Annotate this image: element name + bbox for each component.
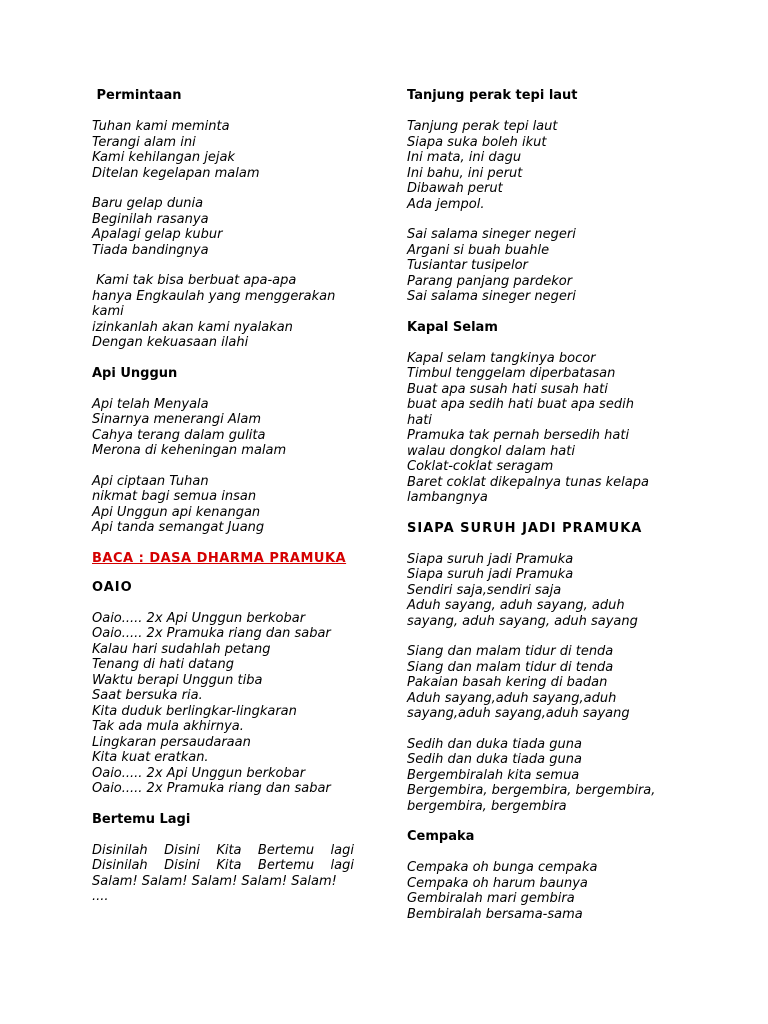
song-tanjung-perak <box>407 88 675 305</box>
song-siapa-suruh <box>407 521 675 815</box>
lyric-line: Sai salama sineger negeri <box>407 289 576 304</box>
lyric-line: Api telah Menyala <box>92 396 209 412</box>
lyric-line: Sai salama sineger negeri <box>407 227 576 242</box>
lyric-line: bergembira, bergembira <box>407 798 567 814</box>
lyric-line: buat apa sedih hati buat apa sedih <box>407 397 634 412</box>
lyric-line: Siapa suruh jadi Pramuka <box>407 551 574 567</box>
lyric-line: Siang dan malam tidur di tenda <box>407 644 614 659</box>
lyric-line: nikmat bagi semua insan <box>92 489 257 504</box>
stanza <box>407 860 675 922</box>
lyric-line: Lingkaran persaudaraan <box>92 734 251 750</box>
song-title: Kapal Selam <box>407 319 498 335</box>
lyric-line: Aduh sayang,aduh sayang,aduh <box>407 690 617 706</box>
lyric-line: Oaio..... 2x Pramuka riang dan sabar <box>92 626 331 641</box>
stanza <box>407 644 675 722</box>
lyric-line: Bergembiralah kita semua <box>407 767 580 783</box>
lyric-line: Baru gelap dunia <box>92 196 204 211</box>
lyric-line: Timbul tenggelam diperbatasan <box>407 366 616 381</box>
lyric-line: hanya Engkaulah yang menggerakan <box>92 288 336 304</box>
lyric-line: Api ciptaan Tuhan <box>92 473 209 489</box>
lyric-line: Merona di keheningan malam <box>92 443 287 458</box>
song-cempaka <box>407 829 675 922</box>
lyric-line: Cempaka oh bunga cempaka <box>407 860 598 875</box>
lyric-line: Argani si buah buahle <box>407 242 550 258</box>
stanza <box>92 119 354 181</box>
lyric-line: Apalagi gelap kubur <box>92 227 223 242</box>
song-permintaan <box>92 88 354 351</box>
lyric-line: Siapa suka boleh ikut <box>407 134 547 150</box>
stanza <box>407 552 675 630</box>
stanza <box>92 273 354 351</box>
lyric-line: Tusiantar tusipelor <box>407 258 528 273</box>
lyric-line: Kita kuat eratkan. <box>92 750 209 765</box>
lyric-line: Sedih dan duka tiada guna <box>407 752 582 767</box>
lyric-line: Disinilah Disini Kita Bertemu lagi <box>92 842 354 858</box>
lyric-line: walau dongkol dalam hati <box>407 443 575 459</box>
lyric-line: Ini mata, ini dagu <box>407 150 522 165</box>
lyric-line: Kami tak bisa berbuat apa-apa <box>92 273 297 288</box>
stanza <box>407 119 675 212</box>
lyric-line: Bergembira, bergembira, bergembira, <box>407 783 656 798</box>
lyric-line: Oaio..... 2x Api Unggun berkobar <box>92 610 306 626</box>
stanza <box>407 737 675 815</box>
lyric-line: Ini bahu, ini perut <box>407 165 523 181</box>
lyric-line: Siapa suruh jadi Pramuka <box>407 567 574 582</box>
lyric-line: Sinarnya menerangi Alam <box>92 412 262 427</box>
lyric-line: Gembiralah mari gembira <box>407 891 575 906</box>
lyric-line: Dibawah perut <box>407 181 503 196</box>
song-title: Cempaka <box>407 829 475 844</box>
lyric-line: Oaio..... 2x Pramuka riang dan sabar <box>92 781 331 796</box>
song-title: Permintaan <box>92 88 182 103</box>
lyric-line: Salam! Salam! Salam! Salam! Salam! <box>92 873 337 889</box>
stanza <box>92 474 354 536</box>
song-title: Bertemu Lagi <box>92 811 191 827</box>
stanza <box>92 611 354 797</box>
lyric-line: Dengan kekuasaan ilahi <box>92 335 249 350</box>
stanza <box>407 351 675 506</box>
lyric-line: Ditelan kegelapan malam <box>92 165 260 181</box>
lyric-line: Ada jempol. <box>407 196 485 212</box>
lyric-line: hati <box>407 412 432 428</box>
lyric-line: sayang,aduh sayang,aduh sayang <box>407 706 630 721</box>
lyric-line: Oaio..... 2x Api Unggun berkobar <box>92 765 306 781</box>
lyric-line: Pakaian basah kering di badan <box>407 675 608 690</box>
lyric-line: Tuhan kami meminta <box>92 119 230 134</box>
stanza <box>407 227 675 305</box>
lyric-line: Kalau hari sudahlah petang <box>92 641 271 657</box>
lyric-line: Coklat-coklat seragam <box>407 459 554 474</box>
song-title: Tanjung perak tepi laut <box>407 88 578 103</box>
lyric-line: kami <box>92 304 124 319</box>
stanza <box>92 196 354 258</box>
lyric-line: Sedih dan duka tiada guna <box>407 736 582 752</box>
song-api-unggun <box>92 366 354 536</box>
lyric-line: Cahya terang dalam gulita <box>92 427 266 443</box>
song-title: OAIO <box>92 579 133 595</box>
left-column <box>92 80 354 920</box>
lyric-line: Pramuka tak pernah bersedih hati <box>407 428 630 443</box>
lyric-line: Tenang di hati datang <box>92 657 234 672</box>
song-oaio <box>92 580 354 797</box>
lyric-line: Kami kehilangan jejak <box>92 150 235 165</box>
stanza <box>92 843 354 905</box>
lyric-line: Api tanda semangat Juang <box>92 520 265 535</box>
lyric-line: Saat bersuka ria. <box>92 688 203 703</box>
lyric-line: Beginilah rasanya <box>92 211 209 227</box>
lyric-line: Siang dan malam tidur di tenda <box>407 659 614 675</box>
lyric-line: Api Unggun api kenangan <box>92 504 261 520</box>
lyric-line: Cempaka oh harum baunya <box>407 875 588 891</box>
lyric-line: Bembiralah bersama-sama <box>407 906 583 922</box>
lyric-line: Sendiri saja,sendiri saja <box>407 582 562 598</box>
lyric-line: Kita duduk berlingkar-lingkaran <box>92 703 297 719</box>
lyric-line: Buat apa susah hati susah hati <box>407 381 608 397</box>
lyric-line: .... <box>92 889 109 904</box>
lyric-line: Baret coklat dikepalnya tunas kelapa <box>407 474 649 490</box>
right-column <box>407 80 675 937</box>
lyric-line: izinkanlah akan kami nyalakan <box>92 319 293 335</box>
lyric-line: Tak ada mula akhirnya. <box>92 719 244 734</box>
lyric-line: Disinilah Disini Kita Bertemu lagi <box>92 858 354 873</box>
dasa-dharma-link[interactable]: BACA : DASA DHARMA PRAMUKA <box>92 550 347 566</box>
lyric-line: sayang, aduh sayang, aduh sayang <box>407 613 638 629</box>
lyric-line: Terangi alam ini <box>92 134 196 150</box>
lyric-line: Kapal selam tangkinya bocor <box>407 350 596 366</box>
song-title: Api Unggun <box>92 365 178 381</box>
lyric-line: Waktu berapi Unggun tiba <box>92 672 263 688</box>
lyric-line: Aduh sayang, aduh sayang, aduh <box>407 598 625 613</box>
lyric-line: Tanjung perak tepi laut <box>407 119 558 134</box>
lyric-line: Parang panjang pardekor <box>407 273 573 289</box>
stanza <box>92 397 354 459</box>
lyric-line: lambangnya <box>407 490 488 505</box>
song-kapal-selam <box>407 320 675 506</box>
song-bertemu-lagi <box>92 812 354 905</box>
lyric-line: Tiada bandingnya <box>92 242 209 258</box>
song-title: SIAPA SURUH JADI PRAMUKA <box>407 520 643 536</box>
